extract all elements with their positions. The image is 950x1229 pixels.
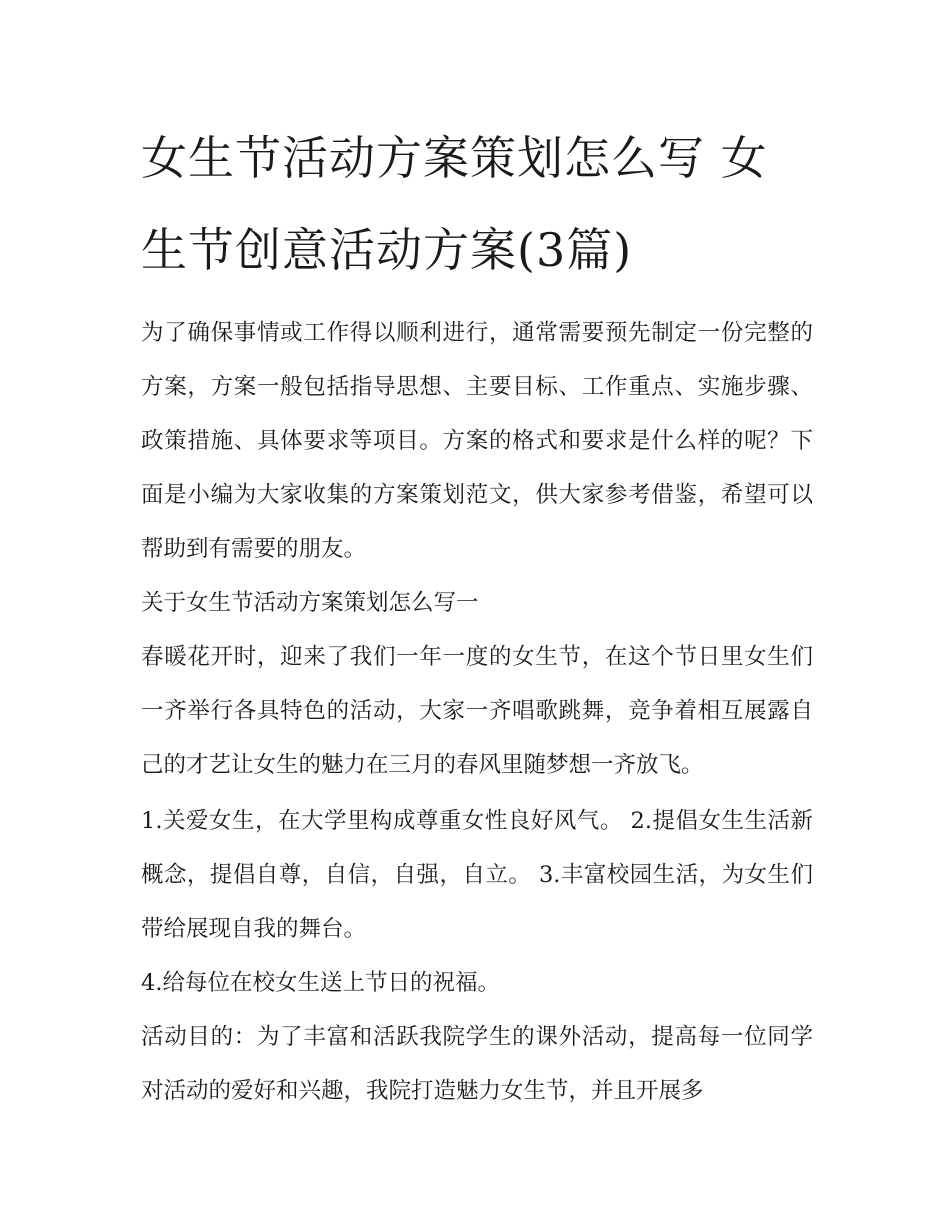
objectives-paragraph: 1.关爱女生，在大学里构成尊重女性良好风气。 2.提倡女生生活新概念，提倡自尊，自信，自强，自立。 3.丰富校园生活，为女生们带给展现自我的舞台。 xyxy=(141,808,813,942)
intro-paragraph: 为了确保事情或工作得以顺利进行，通常需要预先制定一份完整的方案，方案一般包括指导思想、主要目标、工作重点、实施步骤、政策措施、具体要求等项目。方案的格式和要求是什么样的呢？下面是小编为大家收集的方案策划范文，供大家参考借鉴，希望可以帮助到有需要的朋友。 xyxy=(141,320,813,562)
objective-item: 4.给每位在校女生送上节日的祝福。 xyxy=(141,970,500,996)
purpose-paragraph: 活动目的：为了丰富和活跃我院学生的课外活动，提高每一位同学对活动的爱好和兴趣，我院打造魅力女生节，并且开展多 xyxy=(141,1024,813,1104)
document-page xyxy=(141,112,813,1118)
body-paragraph: 春暖花开时，迎来了我们一年一度的女生节，在这个节日里女生们一齐举行各具特色的活动，大家一齐唱歌跳舞，竞争着相互展露自己的才艺让女生的魅力在三月的春风里随梦想一齐放飞。 xyxy=(141,644,813,778)
document-title: 女生节活动方案策划怎么写 女生节创意活动方案(3篇) xyxy=(141,131,768,277)
section-heading: 关于女生节活动方案策划怎么写一 xyxy=(141,590,479,616)
